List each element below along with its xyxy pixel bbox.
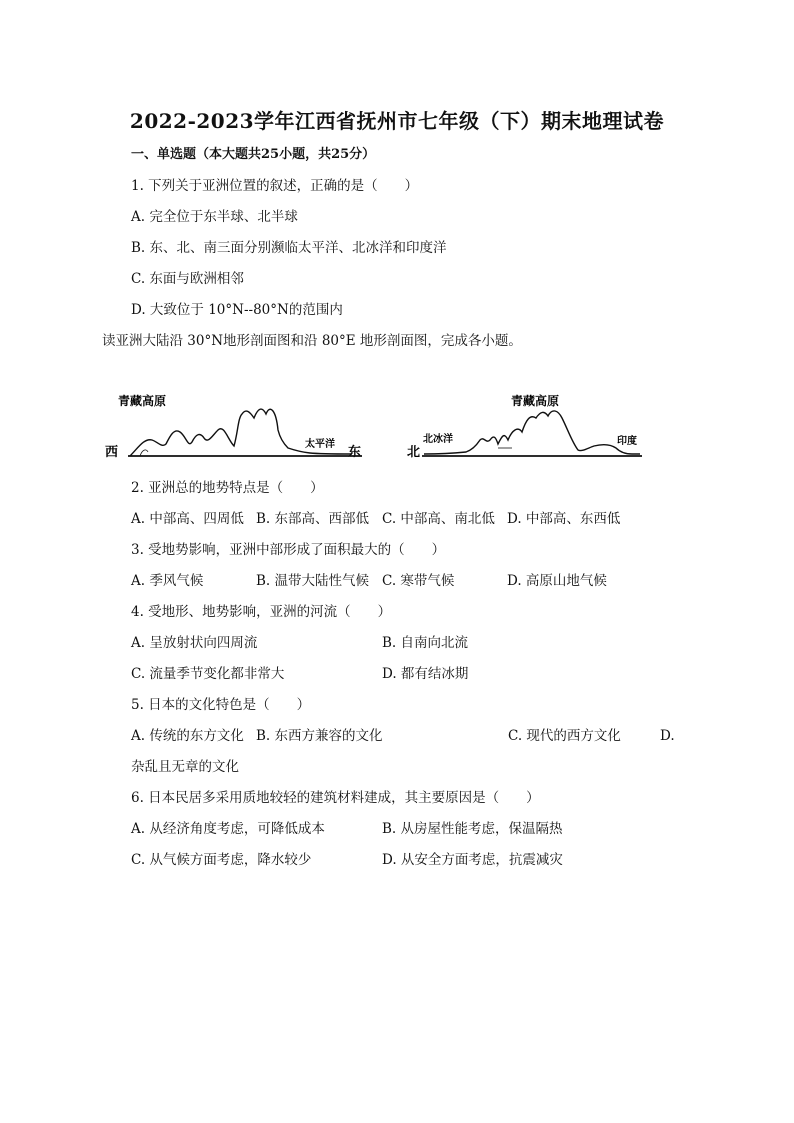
question-2-option-c: C. 中部高、南北低	[382, 511, 495, 527]
question-2-stem: 2. 亚洲总的地势特点是（ ）	[131, 480, 324, 496]
question-1-stem: 1. 下列关于亚洲位置的叙述，正确的是（ ）	[131, 178, 419, 194]
profile-30n-ocean-label: 太平洋	[305, 439, 335, 450]
question-5-option-d-text: 杂乱且无章的文化	[131, 759, 239, 775]
question-1-option-d: D. 大致位于 10°N--80°N的范围内	[131, 302, 343, 318]
question-5-option-a: A. 传统的东方文化	[131, 728, 244, 744]
terrain-profile-figure	[100, 390, 660, 470]
question-6-option-b: B. 从房屋性能考虑，保温隔热	[382, 821, 563, 837]
question-4-option-b: B. 自南向北流	[382, 635, 469, 651]
question-5-option-b: B. 东西方兼容的文化	[256, 728, 383, 744]
question-1-option-c: C. 东面与欧洲相邻	[131, 271, 244, 287]
section-heading: 一、单选题（本大题共25小题，共25分）	[131, 147, 376, 162]
figure-intro: 读亚洲大陆沿 30°N地形剖面图和沿 80°E 地形剖面图，完成各小题。	[102, 333, 522, 349]
profile-80e-ocean-north-label: 北冰洋	[423, 434, 453, 445]
question-4-option-c: C. 流量季节变化都非常大	[131, 666, 285, 682]
profile-30n-shadow	[140, 450, 148, 456]
question-3-option-c: C. 寒带气候	[382, 573, 455, 589]
question-5-option-d-label: D.	[660, 728, 675, 744]
question-6-stem: 6. 日本民居多采用质地较轻的建筑材料建成，其主要原因是（ ）	[131, 790, 540, 806]
profile-30n	[105, 393, 362, 460]
question-3-stem: 3. 受地势影响，亚洲中部形成了面积最大的（ ）	[131, 542, 446, 558]
profile-80e-terrain	[424, 411, 640, 454]
question-3-option-b: B. 温带大陆性气候	[256, 573, 370, 589]
question-5-stem: 5. 日本的文化特色是（ ）	[131, 697, 311, 713]
profile-80e	[407, 393, 642, 460]
question-1-option-a: A. 完全位于东半球、北半球	[131, 209, 298, 225]
question-3-option-a: A. 季风气候	[131, 573, 204, 589]
question-2-option-d: D. 中部高、东西低	[507, 511, 621, 527]
question-4-option-d: D. 都有结冰期	[382, 666, 469, 682]
profile-80e-north-label: 北	[407, 445, 421, 460]
question-6-option-a: A. 从经济角度考虑，可降低成本	[131, 821, 325, 837]
question-4-stem: 4. 受地形、地势影响，亚洲的河流（ ）	[131, 604, 392, 620]
question-5-option-c: C. 现代的西方文化	[508, 728, 621, 744]
profile-80e-ocean-south-label: 印度	[617, 436, 637, 447]
profile-30n-west-label: 西	[105, 445, 119, 460]
page-title: 2022-2023学年江西省抚州市七年级（下）期末地理试卷	[129, 109, 665, 133]
question-2-option-a: A. 中部高、四周低	[131, 511, 244, 527]
profile-80e-peak-label: 青藏高原	[511, 394, 560, 408]
question-4-option-a: A. 呈放射状向四周流	[131, 635, 258, 651]
question-2-option-b: B. 东部高、西部低	[256, 511, 370, 527]
question-1-option-b: B. 东、北、南三面分别濒临太平洋、北冰洋和印度洋	[131, 240, 447, 256]
question-6-option-c: C. 从气候方面考虑，降水较少	[131, 852, 312, 868]
question-3-option-d: D. 高原山地气候	[507, 573, 607, 589]
profile-30n-east-label: 东	[348, 445, 362, 460]
question-6-option-d: D. 从安全方面考虑，抗震减灾	[382, 852, 563, 868]
profile-30n-peak-label: 青藏高原	[118, 394, 167, 408]
